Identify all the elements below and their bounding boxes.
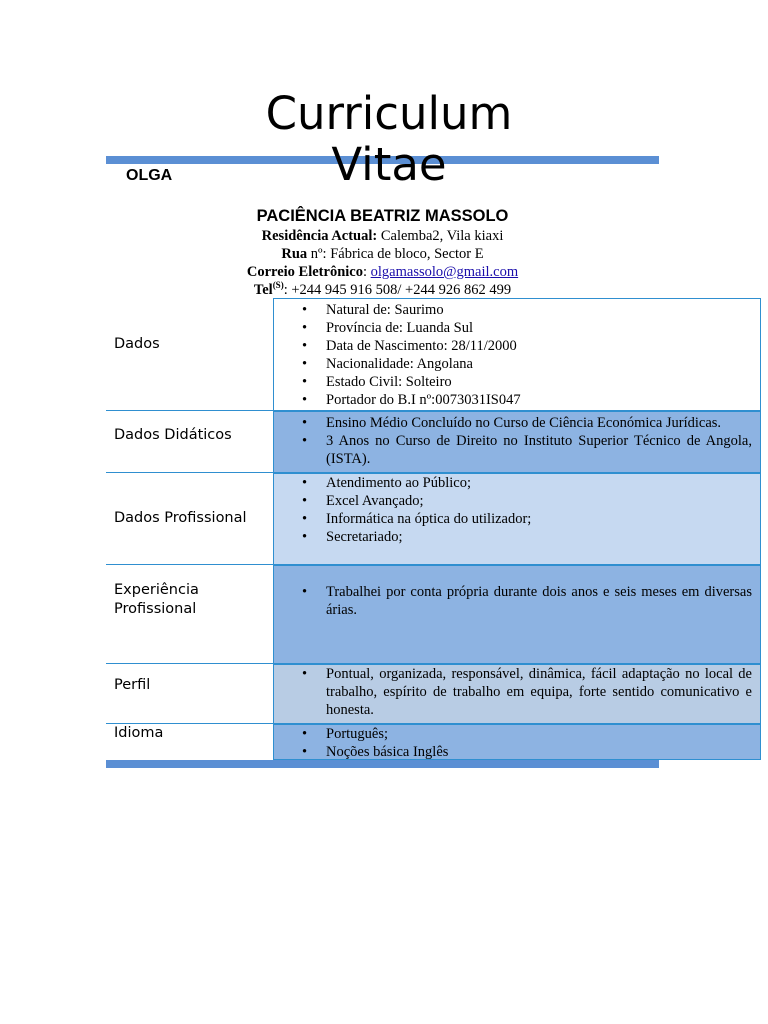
email-label: Correio Eletrônico	[246, 264, 363, 280]
section-content	[273, 664, 761, 724]
list-item: • Natural de: Saurimo	[274, 301, 760, 319]
residence-line	[106, 227, 659, 245]
street-line	[106, 245, 659, 263]
phone-sup: (S)	[272, 280, 284, 291]
personal-header	[106, 206, 659, 299]
section-label: Dados	[114, 336, 160, 352]
section-content	[273, 411, 761, 473]
list-item: • Português;	[274, 725, 760, 743]
item-list	[274, 583, 760, 619]
section-label: Dados Profissional	[114, 510, 247, 526]
section-label: Experiência Profissional	[114, 582, 199, 617]
list-item: • Informática na óptica do utilizador;	[274, 510, 760, 528]
phone-line	[106, 281, 659, 299]
section-row-profissional	[106, 473, 761, 565]
residence-label: Residência Actual:	[261, 228, 378, 244]
item-list	[274, 665, 760, 719]
list-item: • Atendimento ao Público;	[274, 474, 760, 492]
email-link[interactable]: olgamassolo@gmail.com	[370, 264, 519, 280]
full-name: PACIÊNCIA BEATRIZ MASSOLO	[256, 207, 509, 225]
list-item: • Província de: Luanda Sul	[274, 319, 760, 337]
email-line: Correio Eletrônico: olgamassolo@gmail.com	[246, 264, 519, 280]
street-value: nº: Fábrica de bloco, Sector E	[307, 246, 484, 262]
section-content	[273, 565, 761, 664]
section-row-idioma	[106, 724, 761, 760]
bottom-accent-bar	[106, 760, 659, 768]
section-content	[273, 724, 761, 760]
list-item: • Nacionalidade: Angolana	[274, 355, 760, 373]
section-row-experiencia	[106, 565, 761, 664]
section-content	[273, 298, 761, 411]
item-list	[274, 414, 760, 468]
phone-value: : +244 945 916 508/ +244 926 862 499	[283, 282, 512, 298]
section-row-perfil	[106, 664, 761, 724]
phone-label: Tel	[253, 282, 273, 298]
section-label: Dados Didáticos	[114, 427, 232, 443]
first-name: OLGA	[126, 167, 173, 184]
list-item: • Noções básica Inglês	[274, 743, 760, 761]
list-item: • Secretariado;	[274, 528, 760, 546]
section-label: Idioma	[114, 725, 164, 741]
list-item: • Portador do B.I nº:0073031IS047	[274, 391, 760, 409]
list-item: • Pontual, organizada, responsável, dinâmica, fácil adaptação no local de trabalho, espírito de trabalho em equipa, forte sentido comunicativo e honesta.	[274, 665, 760, 719]
section-row-dados	[106, 298, 761, 411]
item-list	[274, 474, 760, 546]
street-label: Rua	[281, 246, 308, 262]
list-item: • Estado Civil: Solteiro	[274, 373, 760, 391]
list-item: • Ensino Médio Concluído no Curso de Ciência Económica Jurídicas.	[274, 414, 760, 432]
item-list	[274, 301, 760, 409]
section-label: Perfil	[114, 677, 151, 693]
page-title: Curriculum Vitae	[265, 87, 513, 191]
item-list	[274, 725, 760, 761]
list-item: • Trabalhei por conta própria durante dois anos e seis meses em diversas árias.	[274, 583, 760, 619]
section-content	[273, 473, 761, 565]
list-item: • Data de Nascimento: 28/11/2000	[274, 337, 760, 355]
residence-value: Calemba2, Vila kiaxi	[377, 228, 504, 244]
list-item: • 3 Anos no Curso de Direito no Instituto Superior Técnico de Angola, (ISTA).	[274, 432, 760, 468]
list-item: • Excel Avançado;	[274, 492, 760, 510]
section-row-didaticos	[106, 411, 761, 473]
